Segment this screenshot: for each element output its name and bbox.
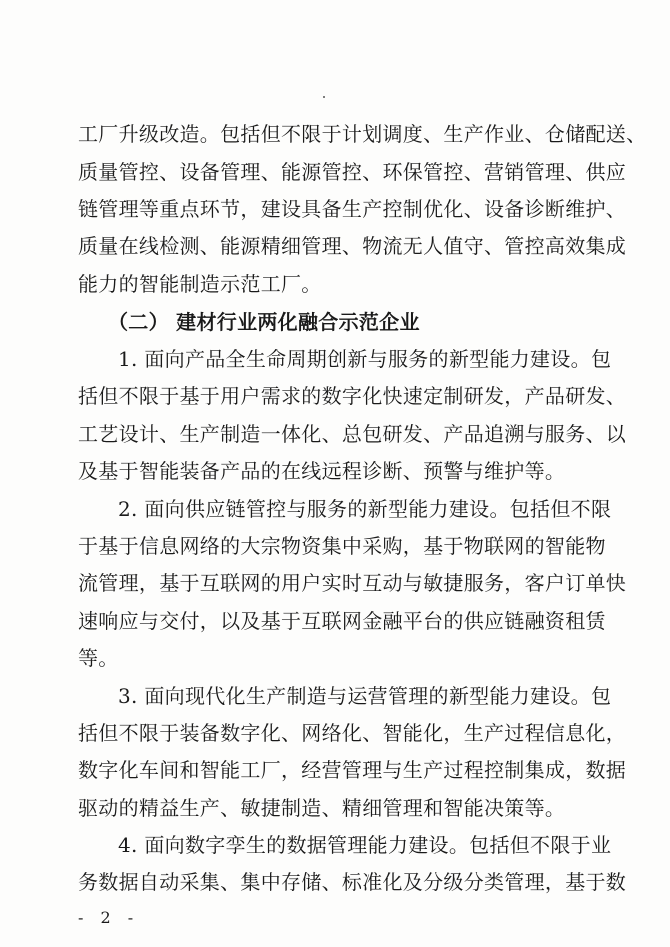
scan-speck xyxy=(323,96,325,98)
item-2-line-4: 速响应与交付，以及基于互联网金融平台的供应链融资租赁 xyxy=(78,609,606,633)
item-4-line-2: 务数据自动采集、集中存储、标准化及分级分类管理，基于数 xyxy=(78,870,627,894)
page-number: - 2 - xyxy=(78,908,140,927)
section-heading: （二） 建材行业两化融合示范企业 xyxy=(108,310,420,334)
item-3-line-3: 数字化车间和智能工厂，经营管理与生产过程控制集成，数据 xyxy=(78,758,627,782)
body-line-3: 链管理等重点环节，建设具备生产控制优化、设备诊断维护、 xyxy=(78,197,627,221)
item-1-line-2: 括但不限于基于用户需求的数字化快速定制研发，产品研发、 xyxy=(78,384,627,408)
item-2-line-1: 2. 面向供应链管控与服务的新型能力建设。包括但不限 xyxy=(118,497,612,521)
body-line-2: 质量管控、设备管理、能源管控、环保管控、营销管理、供应 xyxy=(78,160,627,184)
item-1-line-1: 1. 面向产品全生命周期创新与服务的新型能力建设。包 xyxy=(118,347,612,371)
item-3-line-2: 括但不限于装备数字化、网络化、智能化，生产过程信息化， xyxy=(78,721,627,745)
item-2-line-5: 等。 xyxy=(78,646,119,670)
body-line-4: 质量在线检测、能源精细管理、物流无人值守、管控高效集成 xyxy=(78,234,627,258)
item-3-line-1: 3. 面向现代化生产制造与运营管理的新型能力建设。包 xyxy=(118,684,612,708)
body-line-5: 能力的智能制造示范工厂。 xyxy=(78,272,322,296)
item-2-line-2: 于基于信息网络的大宗物资集中采购，基于物联网的智能物 xyxy=(78,534,606,558)
item-1-line-3: 工艺设计、生产制造一体化、总包研发、产品追溯与服务、以 xyxy=(78,422,627,446)
body-line-1: 工厂升级改造。包括但不限于计划调度、生产作业、仓储配送、 xyxy=(78,122,647,146)
item-4-line-1: 4. 面向数字孪生的数据管理能力建设。包括但不限于业 xyxy=(118,833,612,857)
item-3-line-4: 驱动的精益生产、敏捷制造、精细管理和智能决策等。 xyxy=(78,796,566,820)
item-1-line-4: 及基于智能装备产品的在线远程诊断、预警与维护等。 xyxy=(78,459,566,483)
item-2-line-3: 流管理，基于互联网的用户实时互动与敏捷服务，客户订单快 xyxy=(78,571,627,595)
